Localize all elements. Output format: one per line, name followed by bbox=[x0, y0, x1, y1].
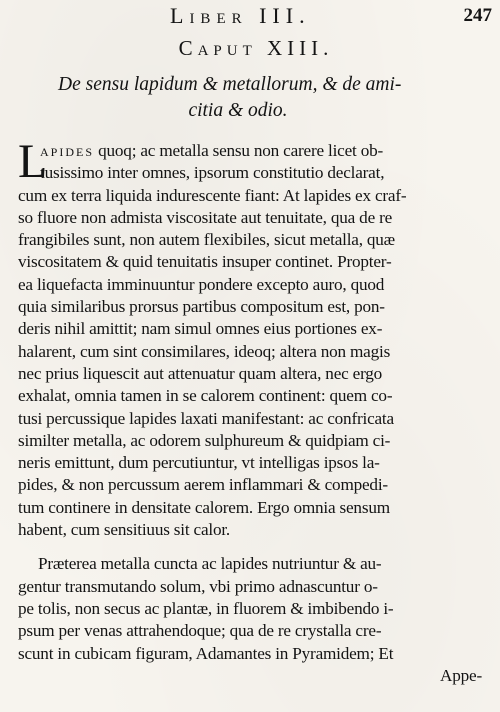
page-number: 247 bbox=[463, 5, 492, 26]
running-head bbox=[0, 3, 500, 31]
text-line: Præterea metalla cuncta ac lapides nutriuntur & au- bbox=[38, 554, 382, 574]
text-line: cum ex terra liquida indurescente fiant: At lapides ex craf- bbox=[18, 185, 407, 205]
running-title: Liber III. bbox=[170, 3, 311, 28]
text-line: pides, & non percussum aerem inflammari & compedi- bbox=[18, 475, 388, 495]
text-line: deris nihil amittit; nam simul omnes eius portiones ex- bbox=[18, 319, 383, 339]
chapter-title: Caput XIII. bbox=[178, 36, 334, 60]
text-line: ea liquefacta imminuuntur pondere excepto auro, quod bbox=[18, 274, 385, 294]
paragraph-1 bbox=[18, 135, 488, 541]
first-word: apides bbox=[40, 141, 95, 160]
subtitle-line-1: De sensu lapidum & metallorum, & de ami- bbox=[58, 74, 402, 95]
text-line: so fluore non admista viscositate aut tenuitate, qua de re bbox=[18, 207, 393, 227]
text-line: quia similaribus prorsus partibus compositum est, pon- bbox=[18, 297, 385, 317]
text-line: tusissimo inter omnes, ipsorum constitutio declarat, bbox=[40, 163, 385, 183]
text-line bbox=[18, 140, 488, 162]
paragraph-2 bbox=[18, 553, 488, 687]
text-line: nec prius liquescit aut attenuatur quam altera, nec ergo bbox=[18, 363, 383, 383]
text-line: tum continere in densitate calorem. Ergo omnia sensum bbox=[18, 497, 390, 517]
text-line: frangibiles sunt, non autem flexibiles, sicut metalla, quæ bbox=[18, 230, 395, 250]
drop-cap: L bbox=[18, 135, 48, 188]
catchword: Appe- bbox=[440, 665, 482, 685]
text-line: viscositatem & quid tenuitatis insuper continet. Propter- bbox=[18, 252, 392, 272]
text-line: similter metalla, ac odorem sulphureum & quidpiam ci- bbox=[18, 430, 391, 450]
text-line: tusi percussique lapides laxati manifestant: ac confricata bbox=[18, 408, 394, 428]
text-line: pe tolis, non secus ac plantæ, in fluorem & imbibendo i- bbox=[18, 598, 394, 618]
text-line: gentur transmutando solum, vbi primo adnascuntur o- bbox=[18, 576, 378, 596]
text-line: neris emittunt, dum percutiuntur, vt intelligas ipsos la- bbox=[18, 453, 380, 473]
subtitle-line-2: citia & odio. bbox=[188, 100, 288, 121]
chapter-subtitle bbox=[58, 72, 458, 124]
text-line-rest: quoq; ac metalla sensu non carere licet ob- bbox=[94, 141, 384, 160]
text-line: psum per venas attrahendoque; qua de re crystalla cre- bbox=[18, 621, 382, 641]
text-line: halarent, cum sint consimilares, ideoq; altera non magis bbox=[18, 341, 391, 361]
text-line: exhalat, omnia tamen in se calorem continent: quem co- bbox=[18, 386, 393, 406]
text-line: scunt in cubicam figuram, Adamantes in Pyramidem; Et bbox=[18, 643, 394, 663]
text-line: habent, cum sensitiuus sit calor. bbox=[18, 520, 231, 540]
text-body bbox=[18, 135, 488, 687]
